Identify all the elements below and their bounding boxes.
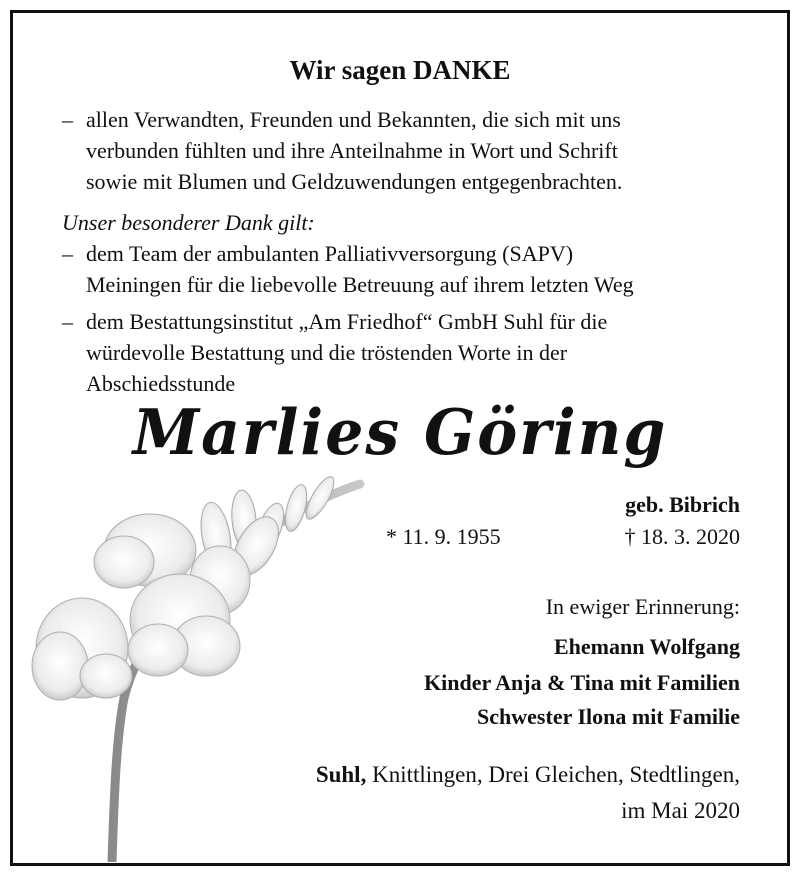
thanks-line: allen Verwandten, Freunden und Bekannten, die sich mit uns bbox=[86, 107, 621, 132]
thanks-line: verbunden fühlten und ihre Anteilnahme in Wort und Schrift bbox=[86, 138, 618, 163]
place-others: Knittlingen, Drei Gleichen, Stedtlingen, bbox=[366, 762, 740, 787]
mourner-line: Schwester Ilona mit Familie bbox=[477, 704, 740, 729]
thanks-line: Meiningen für die liebevolle Betreuung auf ihrem letzten Weg bbox=[86, 272, 634, 297]
notice-title: Wir sagen DANKE bbox=[289, 55, 511, 85]
maiden-name: geb. Bibrich bbox=[625, 492, 740, 517]
thanks-line: sowie mit Blumen und Geldzuwendungen entgegenbrachten. bbox=[86, 169, 623, 194]
closing-date: im Mai 2020 bbox=[621, 798, 740, 823]
special-thanks-intro: Unser besonderer Dank gilt: bbox=[62, 210, 315, 235]
mourner-line: Kinder Anja & Tina mit Familien bbox=[424, 670, 740, 695]
place-primary: Suhl, bbox=[315, 762, 367, 787]
deceased-name: Marlies Göring bbox=[132, 396, 668, 470]
flower-icon bbox=[20, 470, 380, 862]
memory-intro: In ewiger Erinnerung: bbox=[545, 594, 740, 619]
death-date: † 18. 3. 2020 bbox=[624, 524, 740, 549]
thanks-line: dem Bestattungsinstitut „Am Friedhof“ GmbH Suhl für die bbox=[86, 309, 608, 334]
thanks-sapv bbox=[62, 238, 634, 300]
thanks-line: Abschiedsstunde bbox=[86, 371, 236, 396]
mourner-line: Ehemann Wolfgang bbox=[553, 634, 740, 659]
thanks-line: dem Team der ambulanten Palliativversorgung (SAPV) bbox=[86, 241, 574, 266]
dash: – bbox=[62, 107, 73, 132]
dash: – bbox=[62, 309, 73, 334]
dash: – bbox=[62, 241, 73, 266]
thanks-funeral bbox=[62, 306, 607, 399]
place-line bbox=[316, 762, 740, 788]
thanks-line: würdevolle Bestattung und die tröstenden Worte in der bbox=[86, 340, 568, 365]
birth-date: * 11. 9. 1955 bbox=[386, 524, 501, 549]
thanks-general bbox=[62, 104, 622, 197]
